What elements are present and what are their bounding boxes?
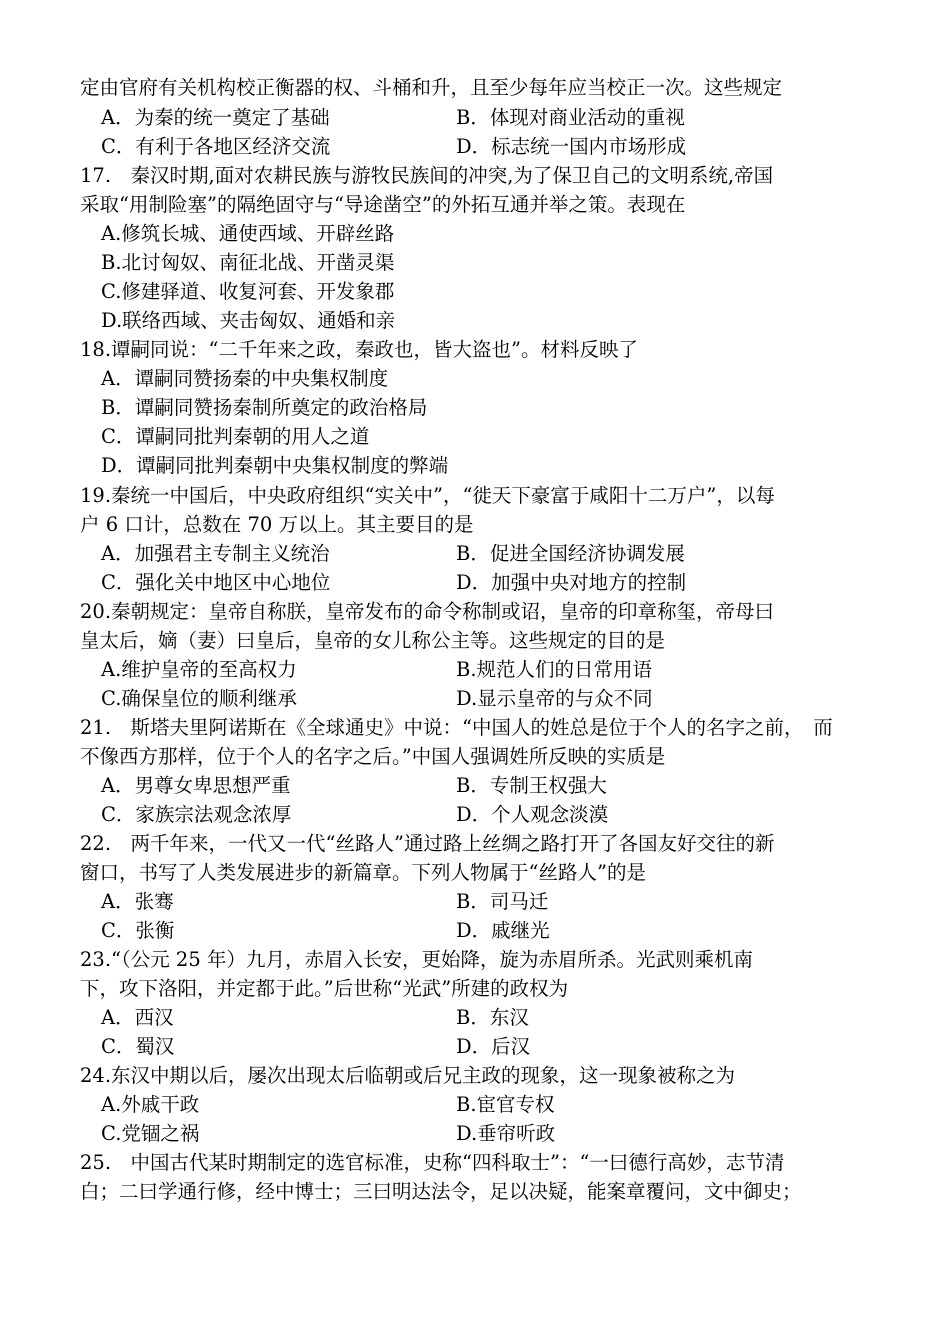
q18-option-c: C．谭嗣同批判秦朝的用人之道	[101, 425, 370, 448]
question-22-stem-1: 22. 两千年来，一代又一代“丝路人”通过路上丝绸之路打开了各国友好交往的新	[80, 832, 775, 855]
question-23-stem-1: 23.“（公元 25 年）九月，赤眉入长安，更始降，旋为赤眉所杀。光武则乘机南	[80, 948, 753, 971]
q18-option-d: D．谭嗣同批判秦朝中央集权制度的弊端	[101, 454, 449, 477]
q19-option-a: A．加强君主专制主义统治	[101, 542, 330, 565]
q23-option-a: A．西汉	[101, 1006, 174, 1029]
question-17-stem-1: 17. 秦汉时期,面对农耕民族与游牧民族间的冲突,为了保卫自己的文明系统,帝国	[80, 164, 774, 187]
q19-option-b: B．促进全国经济协调发展	[456, 542, 685, 565]
q18-option-a: A．谭嗣同赞扬秦的中央集权制度	[101, 367, 389, 390]
q23-option-d: D．后汉	[456, 1035, 531, 1058]
question-24-stem: 24.东汉中期以后，屡次出现太后临朝或后兄主政的现象，这一现象被称之为	[80, 1064, 736, 1087]
q17-option-b: B.北讨匈奴、南征北战、开凿灵渠	[101, 251, 395, 274]
question-25-stem-1: 25. 中国古代某时期制定的选官标准，史称“四科取士”：“一曰德行高妙，志节清	[80, 1151, 785, 1174]
q23-option-b: B．东汉	[456, 1006, 529, 1029]
question-19-stem-1: 19.秦统一中国后，中央政府组织“实关中”，“徙天下豪富于咸阳十二万户”，以每	[80, 484, 775, 507]
q18-option-b: B．谭嗣同赞扬秦制所奠定的政治格局	[101, 396, 428, 419]
q22-option-b: B．司马迁	[456, 890, 549, 913]
q24-option-a: A.外戚干政	[101, 1093, 200, 1116]
q21-option-b: B．专制王权强大	[456, 774, 607, 797]
q16-option-d: D．标志统一国内市场形成	[456, 135, 687, 158]
q19-option-c: C．强化关中地区中心地位	[101, 571, 331, 594]
q24-option-c: C.党锢之祸	[101, 1122, 200, 1145]
q17-option-c: C.修建驿道、收复河套、开发象郡	[101, 280, 395, 303]
question-20-stem-1: 20.秦朝规定：皇帝自称朕，皇帝发布的命令称制或诏，皇帝的印章称玺，帝母曰	[80, 600, 775, 623]
q22-option-c: C．张衡	[101, 919, 175, 942]
question-19-stem-2: 户 6 口计，总数在 70 万以上。其主要目的是	[80, 513, 474, 536]
question-17-stem-2: 采取“用制险塞”的隔绝固守与“导途凿空”的外拓互通并举之策。表现在	[80, 193, 686, 216]
question-16-stem: 定由官府有关机构校正衡器的权、斗桶和升，且至少每年应当校正一次。这些规定	[80, 76, 783, 99]
question-25-stem-2: 白；二曰学通行修，经中博士；三曰明达法令，足以决疑，能案章覆问，文中御史；	[80, 1180, 802, 1203]
q21-option-a: A．男尊女卑思想严重	[101, 774, 291, 797]
question-18-stem: 18.谭嗣同说：“二千年来之政，秦政也，皆大盗也”。材料反映了	[80, 338, 638, 361]
q21-option-c: C．家族宗法观念浓厚	[101, 803, 292, 826]
q21-option-d: D．个人观念淡漠	[456, 803, 609, 826]
question-21-stem-1: 21. 斯塔夫里阿诺斯在《全球通史》中说：“中国人的姓总是位于个人的名字之前， 而	[80, 716, 833, 739]
question-23-stem-2: 下，攻下洛阳，并定都于此。”后世称“光武”所建的政权为	[80, 977, 569, 1000]
question-22-stem-2: 窗口，书写了人类发展进步的新篇章。下列人物属于“丝路人”的是	[80, 861, 646, 884]
q16-option-b: B．体现对商业活动的重视	[456, 106, 685, 129]
q20-option-b: B.规范人们的日常用语	[456, 658, 653, 681]
q22-option-d: D．戚继光	[456, 919, 550, 942]
q20-option-a: A.维护皇帝的至高权力	[101, 658, 297, 681]
question-20-stem-2: 皇太后，嫡（妻）曰皇后，皇帝的女儿称公主等。这些规定的目的是	[80, 629, 666, 652]
q22-option-a: A．张骞	[101, 890, 174, 913]
q20-option-d: D.显示皇帝的与众不同	[456, 687, 653, 710]
q20-option-c: C.确保皇位的顺利继承	[101, 687, 297, 710]
q17-option-a: A.修筑长城、通使西域、开辟丝路	[101, 222, 395, 245]
q24-option-d: D.垂帘听政	[456, 1122, 556, 1145]
q19-option-d: D．加强中央对地方的控制	[456, 571, 687, 594]
question-21-stem-2: 不像西方那样，位于个人的名字之后。”中国人强调姓所反映的实质是	[80, 745, 666, 768]
q16-option-a: A．为秦的统一奠定了基础	[101, 106, 330, 129]
q16-option-c: C．有利于各地区经济交流	[101, 135, 331, 158]
q24-option-b: B.宦官专权	[456, 1093, 555, 1116]
q23-option-c: C．蜀汉	[101, 1035, 175, 1058]
q17-option-d: D.联络西域、夹击匈奴、通婚和亲	[101, 309, 396, 332]
